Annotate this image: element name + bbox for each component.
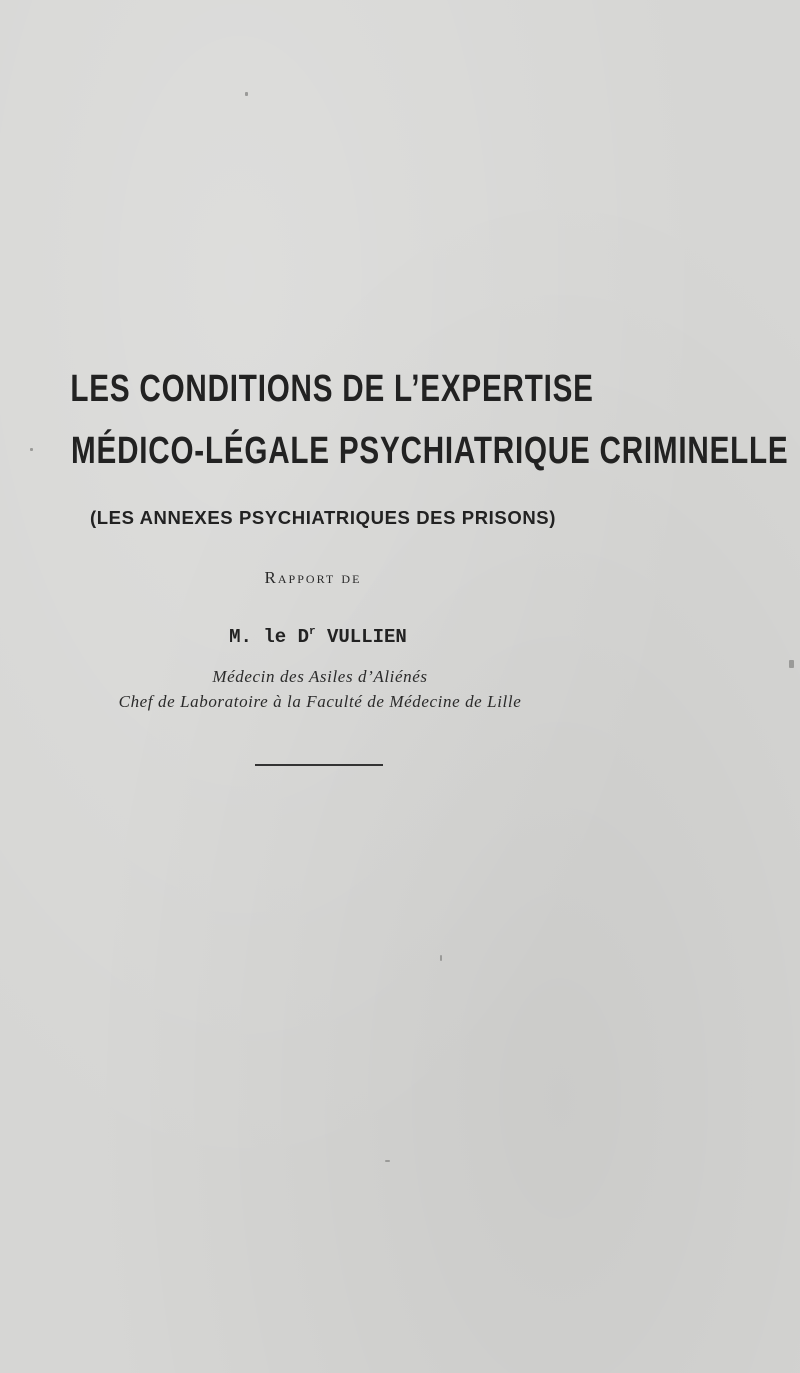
author-title-superscript: r [308,626,316,638]
author-prefix: M. le D [229,626,309,648]
divider-rule [255,764,383,766]
affiliation-2: Chef de Laboratoire à la Faculté de Médecine de Lille [118,692,522,711]
paper-speck [385,1160,390,1162]
report-label: Rapport de [264,568,362,587]
title-line-2: MÉDICO-LÉGALE PSYCHIATRIQUE CRIMINELLE [71,430,789,472]
title-line-1: LES CONDITIONS DE L’EXPERTISE [70,368,594,410]
paper-speck [789,660,794,668]
subtitle: (LES ANNEXES PSYCHIATRIQUES DES PRISONS) [89,507,556,528]
paper-speck [440,955,442,961]
paper-speck [245,92,248,96]
author-line [0,626,636,648]
paper-speck [30,448,33,451]
affiliation-1: Médecin des Asiles d’Aliénés [212,667,428,686]
author-name: VULLIEN [327,626,407,648]
